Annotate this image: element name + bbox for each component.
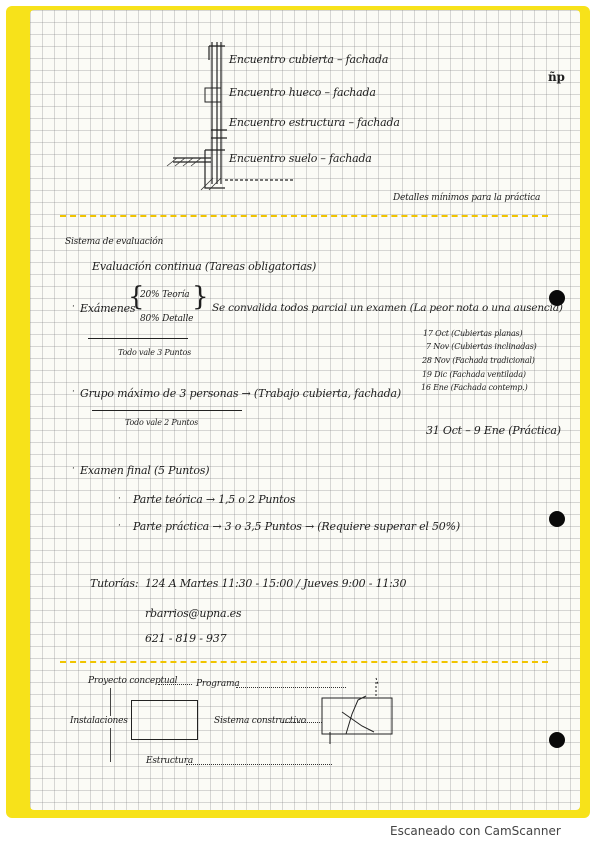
- node-program: Programa: [196, 679, 240, 689]
- sketch-label: Encuentro estructura – fachada: [229, 116, 400, 129]
- node-installations: Instalaciones: [70, 716, 128, 726]
- continuous-evaluation: Evaluación continua (Tareas obligatorias): [92, 260, 317, 273]
- connector: [110, 728, 111, 762]
- exam-points: Todo vale 3 Puntos: [118, 348, 191, 357]
- node-structure: Estructura: [146, 756, 194, 766]
- exam-date: 7 Nov (Cubiertas inclinadas): [426, 342, 537, 351]
- exam-date: 17 Oct (Cubiertas planas): [423, 329, 523, 338]
- detail-weight: 80% Detalle: [140, 314, 194, 324]
- exam-label: Exámenes: [80, 302, 136, 315]
- sketch-label: Encuentro cubierta – fachada: [229, 53, 389, 66]
- bullet: ·: [72, 302, 75, 312]
- tutorials-schedule: 124 A Martes 11:30 - 15:00 / Jueves 9:00 - 11:30: [145, 577, 407, 590]
- connector: [110, 688, 111, 716]
- bullet: ·: [72, 464, 75, 474]
- node-conceptual: Proyecto conceptual: [88, 676, 178, 686]
- final-exam: Examen final (5 Puntos): [80, 464, 210, 477]
- left-brace: {: [128, 282, 145, 312]
- scanner-watermark: Escaneado con CamScanner: [390, 824, 561, 838]
- sketch-label: Encuentro hueco – fachada: [229, 86, 376, 99]
- underline: [88, 338, 188, 339]
- exam-date: 19 Dic (Fachada ventilada): [422, 370, 526, 379]
- tutor-email: rbarrios@upna.es: [145, 607, 242, 620]
- underline: [92, 410, 242, 411]
- node-construction: Sistema constructivo: [214, 716, 306, 726]
- connector: [186, 764, 332, 765]
- page-number: ñp: [548, 70, 565, 84]
- diagram-box: [131, 700, 198, 740]
- bullet: ·: [72, 387, 75, 397]
- sketch-caption: Detalles mínimos para la práctica: [393, 193, 541, 203]
- sketch-label: Encuentro suelo – fachada: [229, 152, 372, 165]
- punch-hole: [549, 732, 565, 748]
- theory-weight: 20% Teoría: [140, 290, 190, 300]
- connector: [282, 722, 322, 723]
- section-heading: Sistema de evaluación: [65, 237, 164, 247]
- detail-sketch: [318, 676, 396, 748]
- group-points: Todo vale 2 Puntos: [125, 418, 198, 427]
- right-brace: }: [192, 282, 209, 312]
- punch-hole: [549, 511, 565, 527]
- practice-part: Parte práctica → 3 o 3,5 Puntos → (Requiere superar el 50%): [133, 520, 460, 533]
- group-work: Grupo máximo de 3 personas → (Trabajo cubierta, fachada): [80, 387, 401, 400]
- tutorials-label: Tutorías:: [90, 577, 139, 590]
- practice-dates: 31 Oct – 9 Ene (Práctica): [426, 424, 561, 437]
- theory-part: Parte teórica → 1,5 o 2 Puntos: [133, 493, 296, 506]
- bullet: ·: [118, 521, 121, 531]
- tutor-phone: 621 - 819 - 937: [145, 632, 227, 645]
- exam-date: 16 Ene (Fachada contemp.): [421, 383, 528, 392]
- section-divider: [60, 215, 548, 217]
- connector: [158, 684, 192, 685]
- bullet: ·: [118, 494, 121, 504]
- exam-date: 28 Nov (Fachada tradicional): [422, 356, 535, 365]
- exam-note: Se convalida todos parcial un examen (La peor nota o una ausencia): [212, 302, 563, 314]
- section-divider: [60, 661, 548, 663]
